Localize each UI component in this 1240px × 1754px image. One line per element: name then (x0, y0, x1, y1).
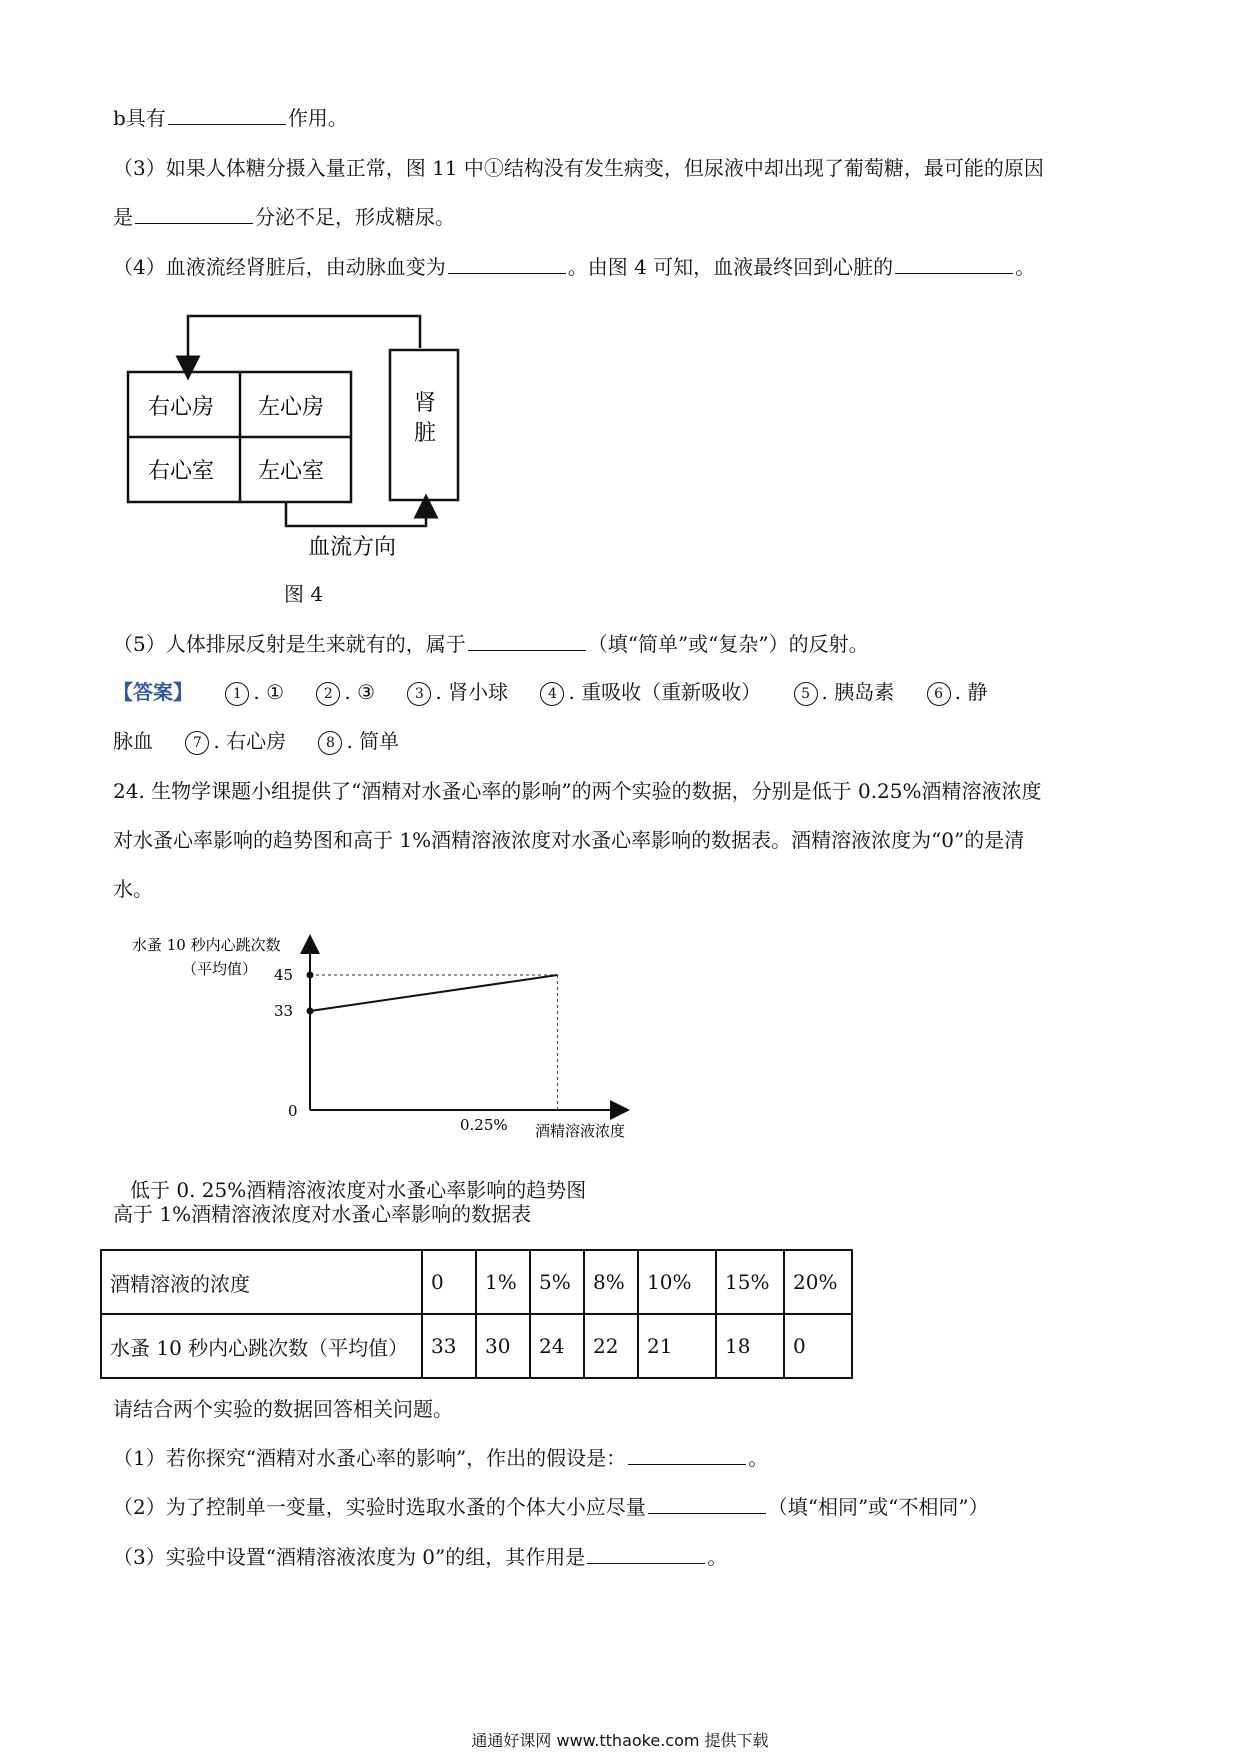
table-cell: 10% (638, 1250, 716, 1314)
alcohol-heart-rate-chart (120, 930, 680, 1165)
intro-line: 请结合两个实验的数据回答相关问题。 (113, 1397, 453, 1421)
question-3b-line: （3）实验中设置“酒精溶液浓度为 0”的组，其作用是 。 (113, 1545, 728, 1569)
answer-item: 7 . 右心房 (185, 729, 286, 753)
table-cell: 0 (422, 1250, 476, 1314)
flow-line-top (188, 316, 420, 368)
table-cell: 24 (530, 1314, 584, 1378)
table-row (101, 1250, 852, 1314)
y-tick-label: 33 (274, 1002, 294, 1020)
answer-blank[interactable] (648, 1493, 766, 1514)
kidney-label-1: 肾 (414, 391, 437, 416)
table-cell: 18 (716, 1314, 784, 1378)
flow-direction-label: 血流方向 (308, 535, 397, 560)
answer-line-1 (113, 678, 987, 706)
q24-paragraph-1: 24. 生物学课题小组提供了“酒精对水蚤心率的影响”的两个实验的数据，分别是低于 0.25%酒精溶液浓度 (113, 779, 1042, 803)
answer-blank[interactable] (895, 253, 1013, 274)
table-cell: 8% (584, 1250, 638, 1314)
series-line (310, 975, 558, 1011)
answer-blank[interactable] (168, 104, 286, 125)
data-table (100, 1249, 853, 1379)
answer-item: 8 . 简单 (318, 729, 399, 753)
answer-tag: 【答案】 (113, 680, 193, 704)
table-cell: 33 (422, 1314, 476, 1378)
answer-item: 3 . 肾小球 (407, 680, 508, 704)
table-cell: 1% (476, 1250, 530, 1314)
table-cell: 30 (476, 1314, 530, 1378)
answer-blank[interactable] (448, 253, 566, 274)
answer-item: 6 . 静 (927, 680, 988, 704)
answer-item: 2 . ③ (316, 680, 375, 704)
figure-4-diagram (118, 308, 478, 563)
question-1-line: （1）若你探究“酒精对水蚤心率的影响”，作出的假设是： 。 (113, 1446, 769, 1470)
q24-paragraph-2: 对水蚤心率影响的趋势图和高于 1%酒精溶液浓度对水蚤心率影响的数据表。酒精溶液浓度为“0”的是清 (113, 828, 1025, 852)
question-3-line: （3）如果人体糖分摄入量正常，图 11 中①结构没有发生病变，但尿液中却出现了葡萄糖，最可能的原因 (113, 156, 1044, 180)
line-b-function: b具有 作用。 (113, 106, 348, 130)
table-row (101, 1314, 852, 1378)
table-cell: 20% (784, 1250, 852, 1314)
left-ventricle-label: 左心室 (258, 459, 325, 484)
right-atrium-label: 右心房 (148, 395, 215, 420)
question-3-line2: 是 分泌不足，形成糖尿。 (113, 205, 455, 229)
answer-blank[interactable] (135, 203, 253, 224)
answer-item: 5 . 胰岛素 (794, 680, 895, 704)
footer-text: 通通好课网 www.tthaoke.com 提供下载 (471, 1731, 769, 1750)
table-cell: 0 (784, 1314, 852, 1378)
row-header: 水蚤 10 秒内心跳次数（平均值） (101, 1314, 422, 1378)
y-axis-label-1: 水蚤 10 秒内心跳次数 (132, 936, 281, 954)
y-axis-label-2: （平均值） (182, 960, 258, 978)
question-2-line: （2）为了控制单一变量，实验时选取水蚤的个体大小应尽量 （填“相同”或“不相同”） (113, 1495, 989, 1519)
table-title: 高于 1%酒精溶液浓度对水蚤心率影响的数据表 (113, 1202, 532, 1226)
table-cell: 22 (584, 1314, 638, 1378)
left-atrium-label: 左心房 (258, 395, 325, 420)
chart-caption: 低于 0. 25%酒精溶液浓度对水蚤心率影响的趋势图 (130, 1178, 587, 1202)
table-cell: 5% (530, 1250, 584, 1314)
question-5-line: （5）人体排尿反射是生来就有的，属于 （填“简单”或“复杂”）的反射。 (113, 632, 869, 656)
answer-blank[interactable] (628, 1444, 746, 1465)
data-point (307, 972, 314, 979)
right-ventricle-label: 右心室 (148, 459, 215, 484)
answer-line-2: 脉血 7 . 右心房 8 . 简单 (113, 729, 400, 753)
answer-item: 4 . 重吸收（重新吸收） (540, 680, 761, 704)
y-tick-label: 45 (274, 966, 294, 984)
question-4-line: （4）血液流经肾脏后，由动脉血变为 。由图 4 可知，血液最终回到心脏的 。 (113, 255, 1036, 279)
origin-label: 0 (288, 1102, 298, 1120)
data-point (307, 1008, 314, 1015)
answer-item: 1 . ① (225, 680, 284, 704)
kidney-label-2: 脏 (414, 421, 437, 446)
table-cell: 15% (716, 1250, 784, 1314)
x-tick-label: 0.25% (460, 1116, 508, 1134)
q24-paragraph-3: 水。 (113, 877, 153, 901)
answer-blank[interactable] (468, 630, 586, 651)
x-axis-label: 酒精溶液浓度 (535, 1122, 626, 1140)
table-cell: 21 (638, 1314, 716, 1378)
figure-4-caption: 图 4 (284, 582, 324, 606)
answer-blank[interactable] (587, 1543, 705, 1564)
row-header: 酒精溶液的浓度 (101, 1250, 422, 1314)
flow-line-bottom (286, 502, 426, 526)
